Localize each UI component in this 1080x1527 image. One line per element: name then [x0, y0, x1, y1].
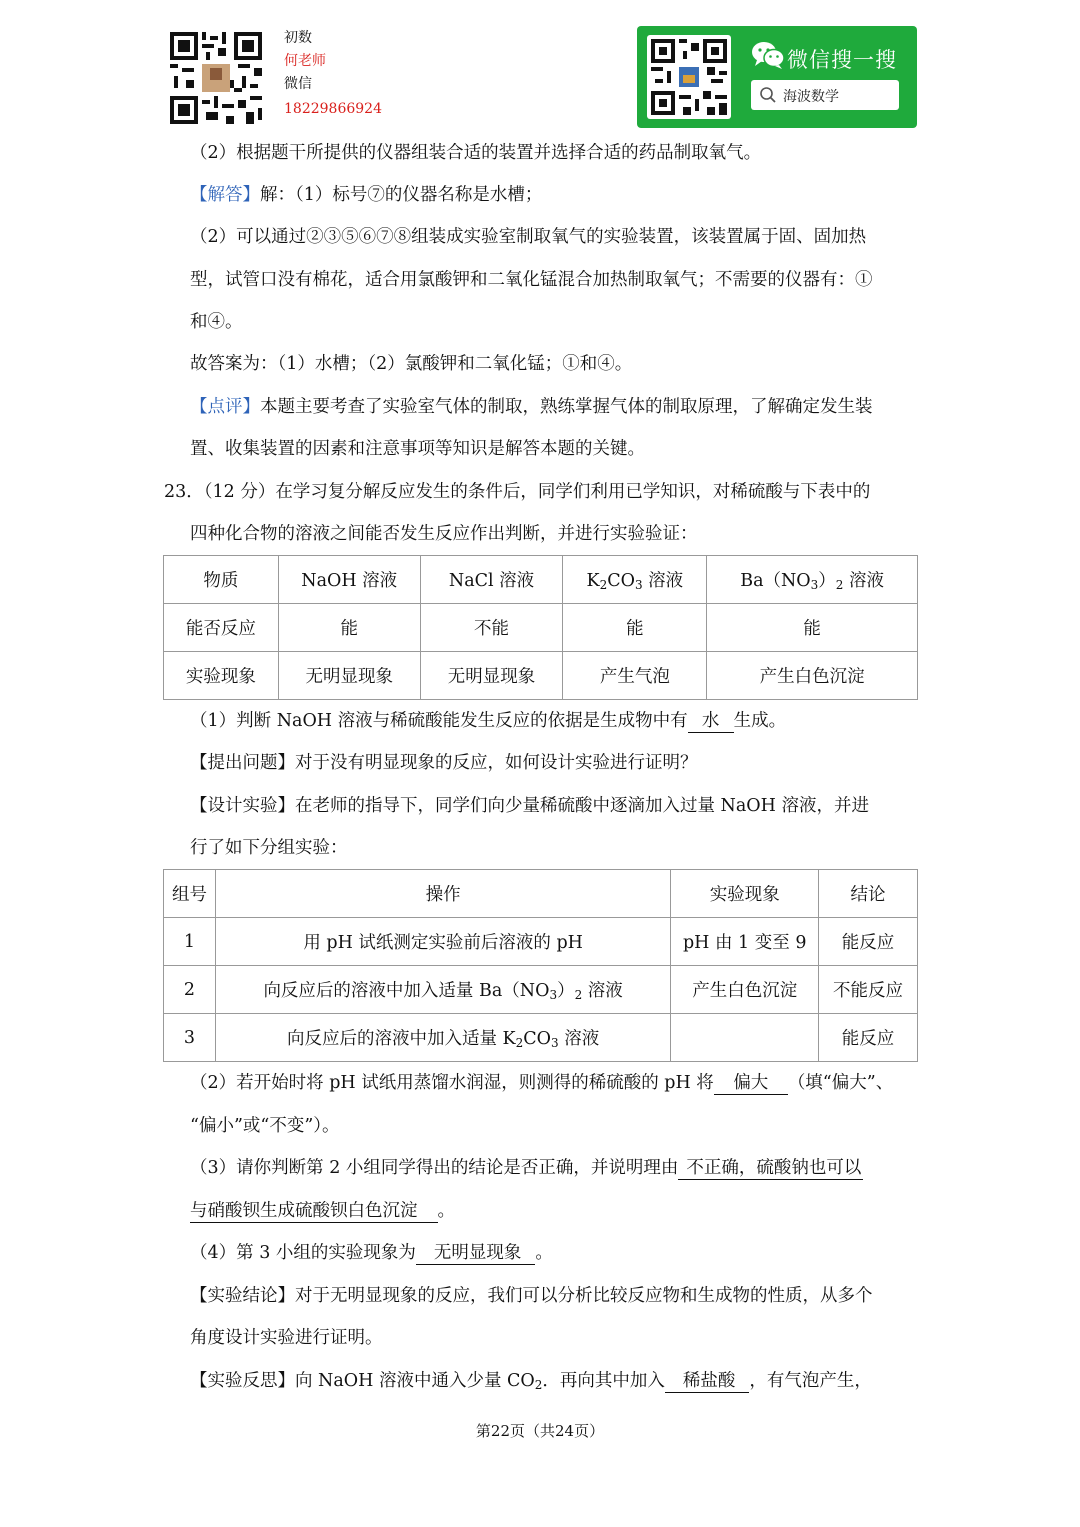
part-1-answer: 水	[688, 710, 734, 733]
design-line-1: 【设计实验】在老师的指导下，同学们向少量稀硫酸中逐滴加入过量 NaOH 溶液，并进	[190, 796, 869, 816]
part-3-answer-1: 不正确，硫酸钠也可以	[678, 1157, 863, 1180]
page-footer: 第22页（共24页）	[475, 1422, 605, 1440]
part-4-suffix: 。	[535, 1243, 553, 1263]
t2-cell-1-3: 不能反应	[819, 966, 918, 1014]
part-3-line-2	[190, 1200, 455, 1223]
teacher-qr-code	[170, 32, 262, 124]
body-line-3: （2）可以通过②③⑤⑥⑦⑧组装成实验室制取氧气的实验装置，该装置属于固、固加热	[190, 227, 867, 247]
part-3-answer-2: 与硝酸钡生成硫酸钡白色沉淀	[190, 1200, 438, 1223]
part-4-prefix: （4）第 3 小组的实验现象为	[190, 1243, 416, 1263]
t1-cell-1-0: 能否反应	[164, 604, 279, 652]
t1-cell-0-2: NaCl 溶液	[420, 556, 563, 604]
wechat-search-query: 海波数学	[783, 89, 839, 105]
answer-tag: 【解答】	[190, 185, 260, 205]
t1-cell-0-0: 物质	[164, 556, 279, 604]
t2-header-3: 结论	[819, 870, 918, 918]
t1-cell-1-4: 能	[707, 604, 918, 652]
t2-header-0: 组号	[164, 870, 216, 918]
t2-cell-0-3: 能反应	[819, 918, 918, 966]
part-4-answer: 无明显现象	[416, 1242, 536, 1265]
question-23-line-2: 四种化合物的溶液之间能否发生反应作出判断，并进行实验验证：	[190, 524, 698, 544]
t2-header-1: 操作	[215, 870, 670, 918]
t1-cell-1-3: 能	[563, 604, 707, 652]
conclusion-line-2: 角度设计实验进行证明。	[190, 1328, 383, 1348]
comment-tag: 【点评】	[190, 397, 260, 417]
part-2-answer: 偏大	[714, 1072, 788, 1095]
part-4-line	[190, 1242, 553, 1265]
wechat-qr-code	[647, 35, 731, 119]
contact-label-wechat: 微信	[284, 76, 312, 92]
wechat-search-title: 微信搜一搜	[787, 48, 897, 72]
t1-cell-1-1: 能	[278, 604, 420, 652]
t2-cell-0-2: pH 由 1 变至 9	[671, 918, 819, 966]
t2-cell-2-3: 能反应	[819, 1014, 918, 1062]
t2-cell-2-1: 向反应后的溶液中加入适量 $K_2CO_3$ 溶液	[215, 1014, 670, 1062]
t2-cell-1-0: 2	[164, 966, 216, 1014]
wechat-search-box[interactable]	[751, 80, 899, 110]
contact-label-teacher: 何老师	[284, 53, 326, 69]
reflection-line	[190, 1370, 872, 1396]
t2-cell-0-1: 用 pH 试纸测定实验前后溶液的 pH	[215, 918, 670, 966]
part-3-line-1	[190, 1157, 863, 1180]
t1-cell-2-3: 产生气泡	[563, 652, 707, 700]
search-icon	[759, 86, 777, 104]
part-2-line-1	[190, 1072, 893, 1095]
wechat-search-card[interactable]	[637, 26, 917, 128]
part-2-prefix: （2）若开始时将 pH 试纸用蒸馏水润湿，则测得的稀硫酸的 pH 将	[190, 1073, 714, 1093]
t2-cell-2-2	[671, 1014, 819, 1062]
conclusion-line-1: 【实验结论】对于无明显现象的反应，我们可以分析比较反应物和生成物的性质，从多个	[190, 1286, 873, 1306]
t1-cell-0-4: $Ba(NO_3)_2$ 溶液	[707, 556, 918, 604]
part-1-suffix: 生成。	[733, 711, 787, 731]
part-1-prefix: （1）判断 NaOH 溶液与稀硫酸能发生反应的依据是生成物中有	[190, 711, 688, 731]
design-line-2: 行了如下分组实验：	[190, 838, 348, 858]
part-3-suffix: 。	[437, 1201, 455, 1221]
t2-cell-1-1: 向反应后的溶液中加入适量 $Ba(NO_3)_2$ 溶液	[215, 966, 670, 1014]
body-line-8: 置、收集装置的因素和注意事项等知识是解答本题的关键。	[190, 439, 645, 459]
experiment-table	[163, 869, 918, 1062]
t1-cell-2-1: 无明显现象	[278, 652, 420, 700]
part-2-line-2: “偏小”或“不变”）。	[190, 1116, 340, 1136]
comment-line	[190, 396, 873, 418]
t1-cell-2-2: 无明显现象	[420, 652, 563, 700]
t2-cell-2-0: 3	[164, 1014, 216, 1062]
part-1-line	[190, 710, 786, 733]
question-text-1: （12 分）在学习复分解反应发生的条件后，同学们利用已学知识，对稀硫酸与下表中的	[203, 482, 871, 502]
question-23-line-1	[164, 481, 870, 503]
comment-text: 本题主要考查了实验室气体的制取，熟练掌握气体的制取原理，了解确定发生装	[260, 397, 873, 417]
contact-label-subject: 初数	[284, 30, 312, 46]
reflection-answer: 稀盐酸	[665, 1370, 750, 1393]
reflection-prefix: 【实验反思】向 NaOH 溶液中通入少量 $CO_2$．再向其中加入	[190, 1371, 665, 1392]
part-3-prefix: （3）请你判断第 2 小组同学得出的结论是否正确，并说明理由	[190, 1158, 679, 1178]
answer-text: 解：（1）标号⑦的仪器名称是水槽；	[260, 185, 543, 205]
t1-cell-0-1: NaOH 溶液	[278, 556, 420, 604]
question-number: 23．	[164, 482, 204, 502]
t1-cell-0-3: $K_2CO_3$ 溶液	[563, 556, 707, 604]
part-2-suffix: （填“偏大”、	[787, 1073, 894, 1093]
raise-question-line: 【提出问题】对于没有明显现象的反应，如何设计实验进行证明？	[190, 753, 698, 773]
reflection-suffix: ，有气泡产生，	[749, 1371, 872, 1391]
reaction-table	[163, 555, 918, 700]
t1-cell-2-4: 产生白色沉淀	[707, 652, 918, 700]
contact-phone: 18229866924	[284, 101, 382, 117]
answer-line	[190, 184, 542, 206]
t2-cell-1-2: 产生白色沉淀	[671, 966, 819, 1014]
t2-header-2: 实验现象	[671, 870, 819, 918]
body-line-4: 型，试管口没有棉花，适合用氯酸钾和二氧化锰混合加热制取氧气；不需要的仪器有：①	[190, 270, 873, 290]
body-line-6: 故答案为：（1）水槽；（2）氯酸钾和二氧化锰；①和④。	[190, 354, 633, 374]
t2-cell-0-0: 1	[164, 918, 216, 966]
body-line-5: 和④。	[190, 312, 243, 332]
t1-cell-1-2: 不能	[420, 604, 563, 652]
wechat-logo-icon	[751, 40, 785, 70]
t1-cell-2-0: 实验现象	[164, 652, 279, 700]
body-line-1: （2）根据题干所提供的仪器组装合适的装置并选择合适的药品制取氧气。	[190, 143, 762, 163]
